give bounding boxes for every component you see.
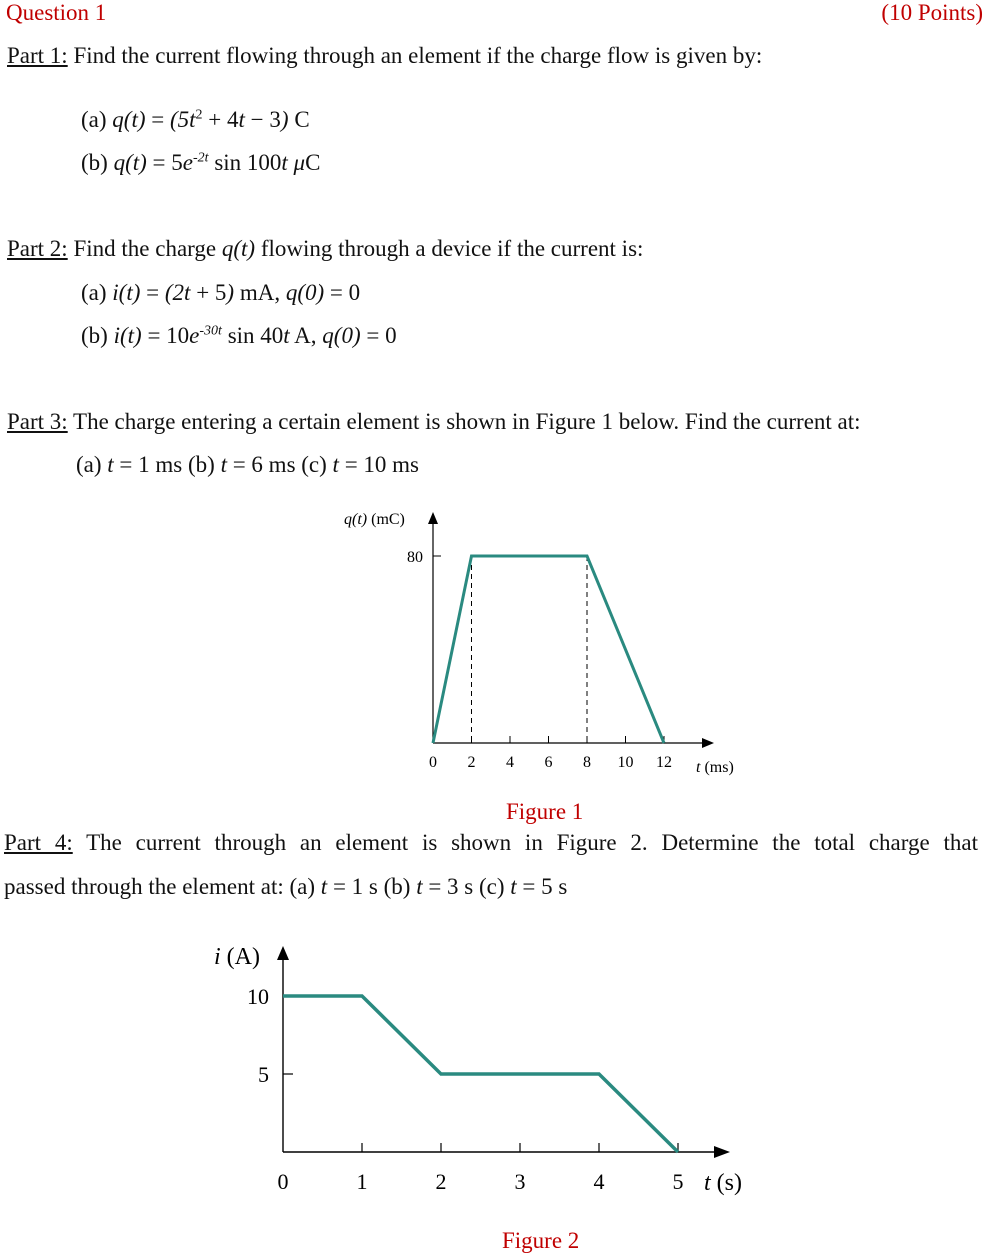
fig2-xtick-label-0: 0: [277, 1169, 289, 1194]
part3-items: (a) t = 1 ms (b) t = 6 ms (c) t = 10 ms: [76, 452, 419, 477]
part3-text: The charge entering a certain element is shown in Figure 1 below. Find the current at:: [73, 409, 861, 434]
part2-a: (a) i(t) = (2t + 5) mA, q(0) = 0: [81, 280, 361, 305]
figure1-caption: Figure 1: [506, 799, 584, 824]
fig1-y-arrow: [428, 512, 438, 524]
fig2-xlabel: t (s): [704, 1170, 742, 1196]
part1-heading: [7, 43, 762, 69]
question-title: Question 1: [6, 0, 107, 25]
figure1-chart: [330, 500, 760, 790]
fig1-x-arrow: [702, 738, 714, 748]
fig2-ylabel: i (A): [214, 944, 260, 970]
part2-b: (b) $i(t) = 10e^{-30t}$ sin 40t A, q(0) = 0: [81, 323, 397, 348]
part3-heading: [7, 409, 861, 435]
figure2-caption: Figure 2: [502, 1228, 580, 1253]
fig2-xtick-label-2: 2: [435, 1169, 447, 1194]
part2-label: Part 2:: [7, 236, 68, 261]
fig1-ytick-label-80: 80: [407, 549, 423, 566]
fig1-ylabel: q(t) (mC): [344, 511, 405, 528]
part4-line1: [4, 830, 978, 856]
points-label: (10 Points): [881, 0, 983, 25]
part4-label: Part 4:: [4, 830, 73, 855]
fig1-xlabel: t (ms): [696, 759, 734, 776]
fig1-xtick-label-0: 0: [429, 754, 437, 771]
part3-label: Part 3:: [7, 409, 68, 434]
part4-text: The current through an element is shown in Figure 2. Determine the total charge that: [86, 830, 978, 855]
fig1-xtick-label-4: 4: [506, 754, 514, 771]
fig1-xtick-label-2: 2: [467, 754, 476, 771]
fig1-xtick-label-12: 12: [656, 754, 672, 771]
fig2-xtick-label-1: 1: [356, 1169, 368, 1194]
fig2-xtick-label-3: 3: [514, 1169, 526, 1194]
part1-a: (a) $q(t) = (5t^2 + 4t - 3)$ C: [81, 107, 310, 132]
fig1-xtick-label-6: 6: [544, 754, 553, 771]
fig2-x-arrow: [714, 1146, 730, 1158]
fig2-y-arrow: [277, 946, 289, 960]
part1-b: (b) $q(t) = 5e^{-2t}$ sin 100t μC: [81, 150, 321, 175]
fig1-xtick-label-8: 8: [583, 754, 591, 771]
part1-text: Find the current flowing through an element if the charge flow is given by:: [73, 43, 763, 68]
fig2-xtick-label-4: 4: [593, 1169, 605, 1194]
part4-line2: passed through the element at: (a) t = 1 s (b) t = 3 s (c) t = 5 s: [4, 874, 568, 899]
part2-heading: Part 2: Find the charge q(t) flowing through a device if the current is:: [7, 236, 644, 261]
fig2-ytick-label-5: 5: [258, 1062, 269, 1087]
fig2-xtick-label-5: 5: [672, 1169, 684, 1194]
fig2-series-line: [283, 996, 678, 1152]
fig1-series-line: [433, 556, 664, 743]
part1-label: Part 1:: [7, 43, 68, 68]
figure2-chart: [200, 930, 780, 1210]
fig2-ytick-label-10: 10: [247, 984, 269, 1009]
fig1-xtick-label-10: 10: [617, 754, 634, 771]
